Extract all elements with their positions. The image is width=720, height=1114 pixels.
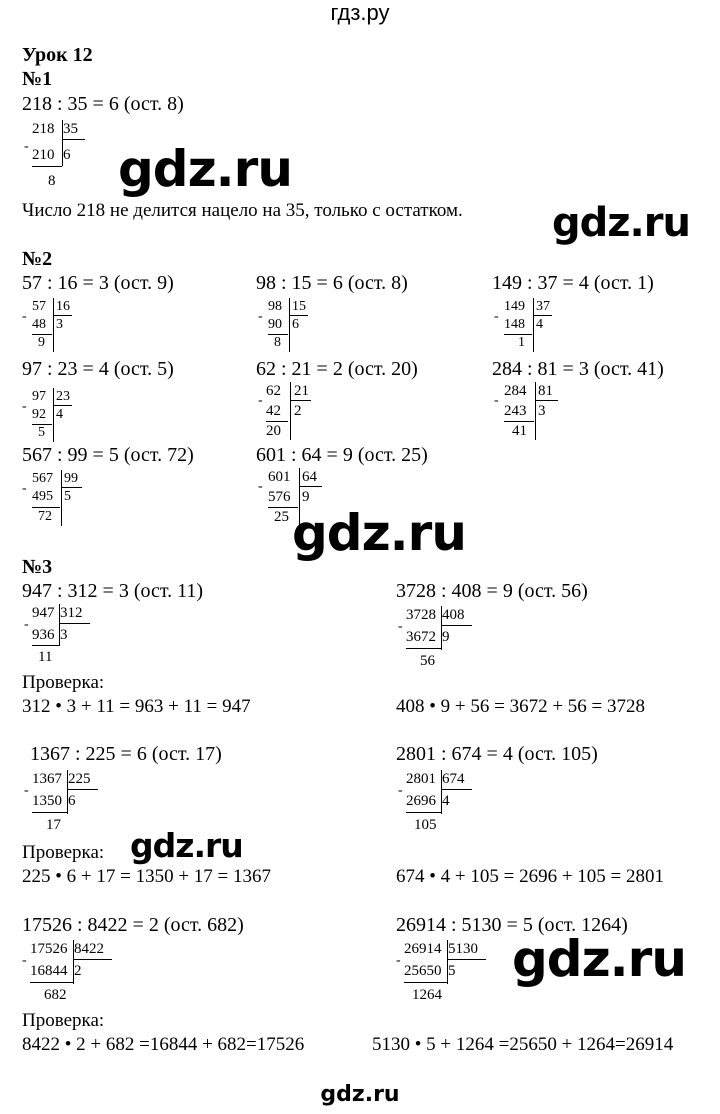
product: 210 [32, 147, 55, 163]
task2-equation: 98 : 15 = 6 (ост. 8) [256, 272, 408, 294]
division-bar [533, 298, 534, 352]
subtraction-line [32, 334, 52, 335]
watermark: gdz.ru [118, 140, 292, 198]
task2-label: №2 [22, 248, 53, 270]
quotient: 2 [74, 963, 82, 979]
task3-label: №3 [22, 556, 53, 578]
long-division [24, 604, 114, 666]
subtraction-line [504, 421, 534, 422]
quotient-line [74, 959, 112, 960]
product: 92 [32, 407, 46, 422]
division-bar [53, 298, 54, 352]
dividend: 26914 [404, 941, 442, 957]
long-division [256, 298, 326, 354]
long-division [398, 770, 498, 834]
check-equation: 5130 • 5 + 1264 =25650 + 1264=26914 [372, 1034, 674, 1055]
division-bar [535, 382, 536, 440]
remainder: 9 [38, 335, 45, 350]
division-bar [73, 940, 74, 984]
quotient-line [300, 486, 322, 487]
quotient: 5 [448, 963, 456, 979]
division-bar [290, 382, 291, 440]
quotient: 9 [442, 629, 450, 645]
task3-equation: 3728 : 408 = 9 (ост. 56) [396, 580, 588, 602]
dividend: 17526 [30, 941, 68, 957]
product: 25650 [404, 963, 442, 979]
long-division [24, 770, 124, 834]
quotient-line [534, 315, 552, 316]
quotient: 4 [536, 317, 543, 332]
divisor: 5130 [448, 941, 478, 957]
remainder: 17 [46, 817, 61, 833]
subtraction-line [32, 424, 52, 425]
long-division [22, 940, 132, 1004]
remainder: 41 [512, 423, 527, 439]
subtraction-line [32, 166, 62, 167]
remainder: 8 [274, 335, 281, 350]
subtraction-line [32, 507, 60, 508]
minus-sign: - [398, 783, 403, 798]
check-equation: 312 • 3 + 11 = 963 + 11 = 947 [22, 696, 251, 717]
dividend: 149 [504, 299, 525, 314]
divisor: 37 [536, 299, 550, 314]
task3-equation: 1367 : 225 = 6 (ост. 17) [30, 743, 222, 765]
subtraction-line [266, 421, 288, 422]
subtraction-line [32, 645, 59, 646]
quotient-line [63, 139, 85, 140]
task2-equation: 284 : 81 = 3 (ост. 41) [492, 358, 664, 380]
product: 42 [266, 403, 281, 419]
dividend: 567 [32, 471, 53, 486]
division-bar [62, 120, 63, 166]
task2-equation: 601 : 64 = 9 (ост. 25) [256, 444, 428, 466]
quotient: 6 [68, 793, 76, 809]
quotient-line [62, 487, 82, 488]
minus-sign: - [24, 783, 29, 798]
task1-long-division [20, 120, 100, 192]
task2-equation: 149 : 37 = 4 (ост. 1) [492, 272, 654, 294]
product: 48 [32, 317, 46, 332]
divisor: 312 [60, 605, 83, 621]
divisor: 99 [64, 471, 78, 486]
subtraction-line [32, 812, 67, 813]
footer-watermark: gdz.ru [320, 1082, 400, 1107]
check-equation: 8422 • 2 + 682 =16844 + 682=17526 [22, 1034, 305, 1055]
quotient: 6 [63, 147, 71, 163]
remainder: 72 [38, 509, 52, 524]
minus-sign: - [22, 481, 27, 496]
division-bar [53, 388, 54, 442]
minus-sign: - [22, 399, 27, 414]
task3-equation: 17526 : 8422 = 2 (ост. 682) [22, 914, 244, 936]
check-label: Проверка: [22, 1010, 105, 1031]
subtraction-line [504, 334, 532, 335]
minus-sign: - [22, 953, 27, 968]
check-label: Проверка: [22, 672, 105, 693]
quotient: 2 [294, 403, 302, 419]
dividend: 1367 [32, 771, 62, 787]
product: 243 [504, 403, 527, 419]
quotient-line [54, 405, 72, 406]
dividend: 57 [32, 299, 46, 314]
divisor: 408 [442, 607, 465, 623]
divisor: 15 [292, 299, 306, 314]
task1-equation: 218 : 35 = 6 (ост. 8) [22, 93, 184, 115]
long-division [492, 298, 572, 354]
minus-sign: - [494, 309, 499, 324]
long-division [256, 382, 326, 442]
quotient: 5 [64, 489, 71, 504]
site-header: гдз.ру [330, 0, 390, 25]
division-bar [441, 606, 442, 650]
minus-sign: - [258, 309, 263, 324]
divisor: 8422 [74, 941, 104, 957]
remainder: 682 [44, 987, 67, 1003]
quotient: 4 [442, 793, 450, 809]
remainder: 105 [414, 817, 437, 833]
long-division [20, 388, 90, 444]
dividend: 98 [268, 299, 282, 314]
task1-label: №1 [22, 68, 53, 90]
division-bar [67, 770, 68, 814]
long-division [396, 940, 506, 1004]
minus-sign: - [22, 309, 27, 324]
quotient-line [291, 400, 311, 401]
remainder: 11 [38, 649, 53, 665]
long-division [492, 382, 572, 442]
minus-sign: - [24, 617, 29, 632]
watermark: gdz.ru [552, 200, 690, 246]
long-division [20, 470, 100, 526]
dividend: 62 [266, 383, 281, 399]
minus-sign: - [398, 619, 403, 634]
lesson-title: Урок 12 [22, 44, 93, 66]
check-label: Проверка: [22, 842, 105, 863]
dividend: 97 [32, 389, 46, 404]
dividend: 2801 [406, 771, 436, 787]
dividend: 3728 [406, 607, 436, 623]
product: 1350 [32, 793, 62, 809]
subtraction-line [404, 982, 447, 983]
task3-equation: 26914 : 5130 = 5 (ост. 1264) [396, 914, 628, 936]
division-bar [59, 604, 60, 646]
remainder: 1264 [412, 987, 442, 1003]
long-division [398, 606, 488, 668]
product: 936 [32, 627, 55, 643]
divisor: 35 [63, 121, 78, 137]
quotient: 4 [56, 407, 63, 422]
task3-equation: 947 : 312 = 3 (ост. 11) [22, 580, 204, 602]
dividend: 284 [504, 383, 527, 399]
remainder: 8 [48, 173, 56, 189]
minus-sign: - [396, 953, 401, 968]
quotient-line [60, 623, 90, 624]
task2-equation: 567 : 99 = 5 (ост. 72) [22, 444, 194, 466]
task2-equation: 62 : 21 = 2 (ост. 20) [256, 358, 418, 380]
division-bar [289, 298, 290, 352]
product: 576 [268, 489, 291, 505]
dividend: 218 [32, 121, 55, 137]
quotient-line [442, 789, 472, 790]
quotient-line [54, 315, 72, 316]
dividend: 947 [32, 605, 55, 621]
quotient-line [290, 315, 308, 316]
watermark: gdz.ru [130, 826, 243, 865]
remainder: 56 [420, 653, 435, 669]
divisor: 225 [68, 771, 91, 787]
long-division [20, 298, 90, 354]
product: 90 [268, 317, 282, 332]
dividend: 601 [268, 469, 291, 485]
division-bar [441, 770, 442, 814]
divisor: 674 [442, 771, 465, 787]
product: 148 [504, 317, 525, 332]
minus-sign: - [24, 139, 29, 154]
divisor: 16 [56, 299, 70, 314]
quotient: 3 [538, 403, 546, 419]
task1-conclusion: Число 218 не делится нацело на 35, только с остатком. [22, 200, 463, 221]
subtraction-line [406, 812, 441, 813]
product: 495 [32, 489, 53, 504]
product: 3672 [406, 629, 436, 645]
quotient-line [68, 789, 98, 790]
quotient: 3 [60, 627, 68, 643]
check-equation: 674 • 4 + 105 = 2696 + 105 = 2801 [396, 866, 665, 887]
remainder: 1 [518, 335, 525, 350]
check-equation: 408 • 9 + 56 = 3672 + 56 = 3728 [396, 696, 646, 717]
check-equation: 225 • 6 + 17 = 1350 + 17 = 1367 [22, 866, 272, 887]
quotient: 9 [302, 489, 310, 505]
remainder: 5 [38, 425, 45, 440]
subtraction-line [30, 982, 73, 983]
divisor: 81 [538, 383, 553, 399]
remainder: 25 [274, 509, 289, 525]
task2-equation: 57 : 16 = 3 (ост. 9) [22, 272, 174, 294]
divisor: 23 [56, 389, 70, 404]
quotient: 6 [292, 317, 299, 332]
division-bar [447, 940, 448, 984]
product: 16844 [30, 963, 68, 979]
divisor: 21 [294, 383, 309, 399]
watermark: gdz.ru [292, 504, 466, 562]
quotient: 3 [56, 317, 63, 332]
quotient-line [442, 625, 472, 626]
division-bar [61, 470, 62, 526]
quotient-line [536, 400, 558, 401]
product: 2696 [406, 793, 436, 809]
subtraction-line [268, 334, 288, 335]
subtraction-line [406, 648, 441, 649]
task2-equation: 97 : 23 = 4 (ост. 5) [22, 358, 174, 380]
minus-sign: - [258, 393, 263, 408]
quotient-line [448, 959, 486, 960]
task3-equation: 2801 : 674 = 4 (ост. 105) [396, 743, 598, 765]
minus-sign: - [494, 393, 499, 408]
divisor: 64 [302, 469, 317, 485]
minus-sign: - [258, 479, 263, 494]
remainder: 20 [266, 423, 281, 439]
watermark: gdz.ru [512, 930, 686, 988]
